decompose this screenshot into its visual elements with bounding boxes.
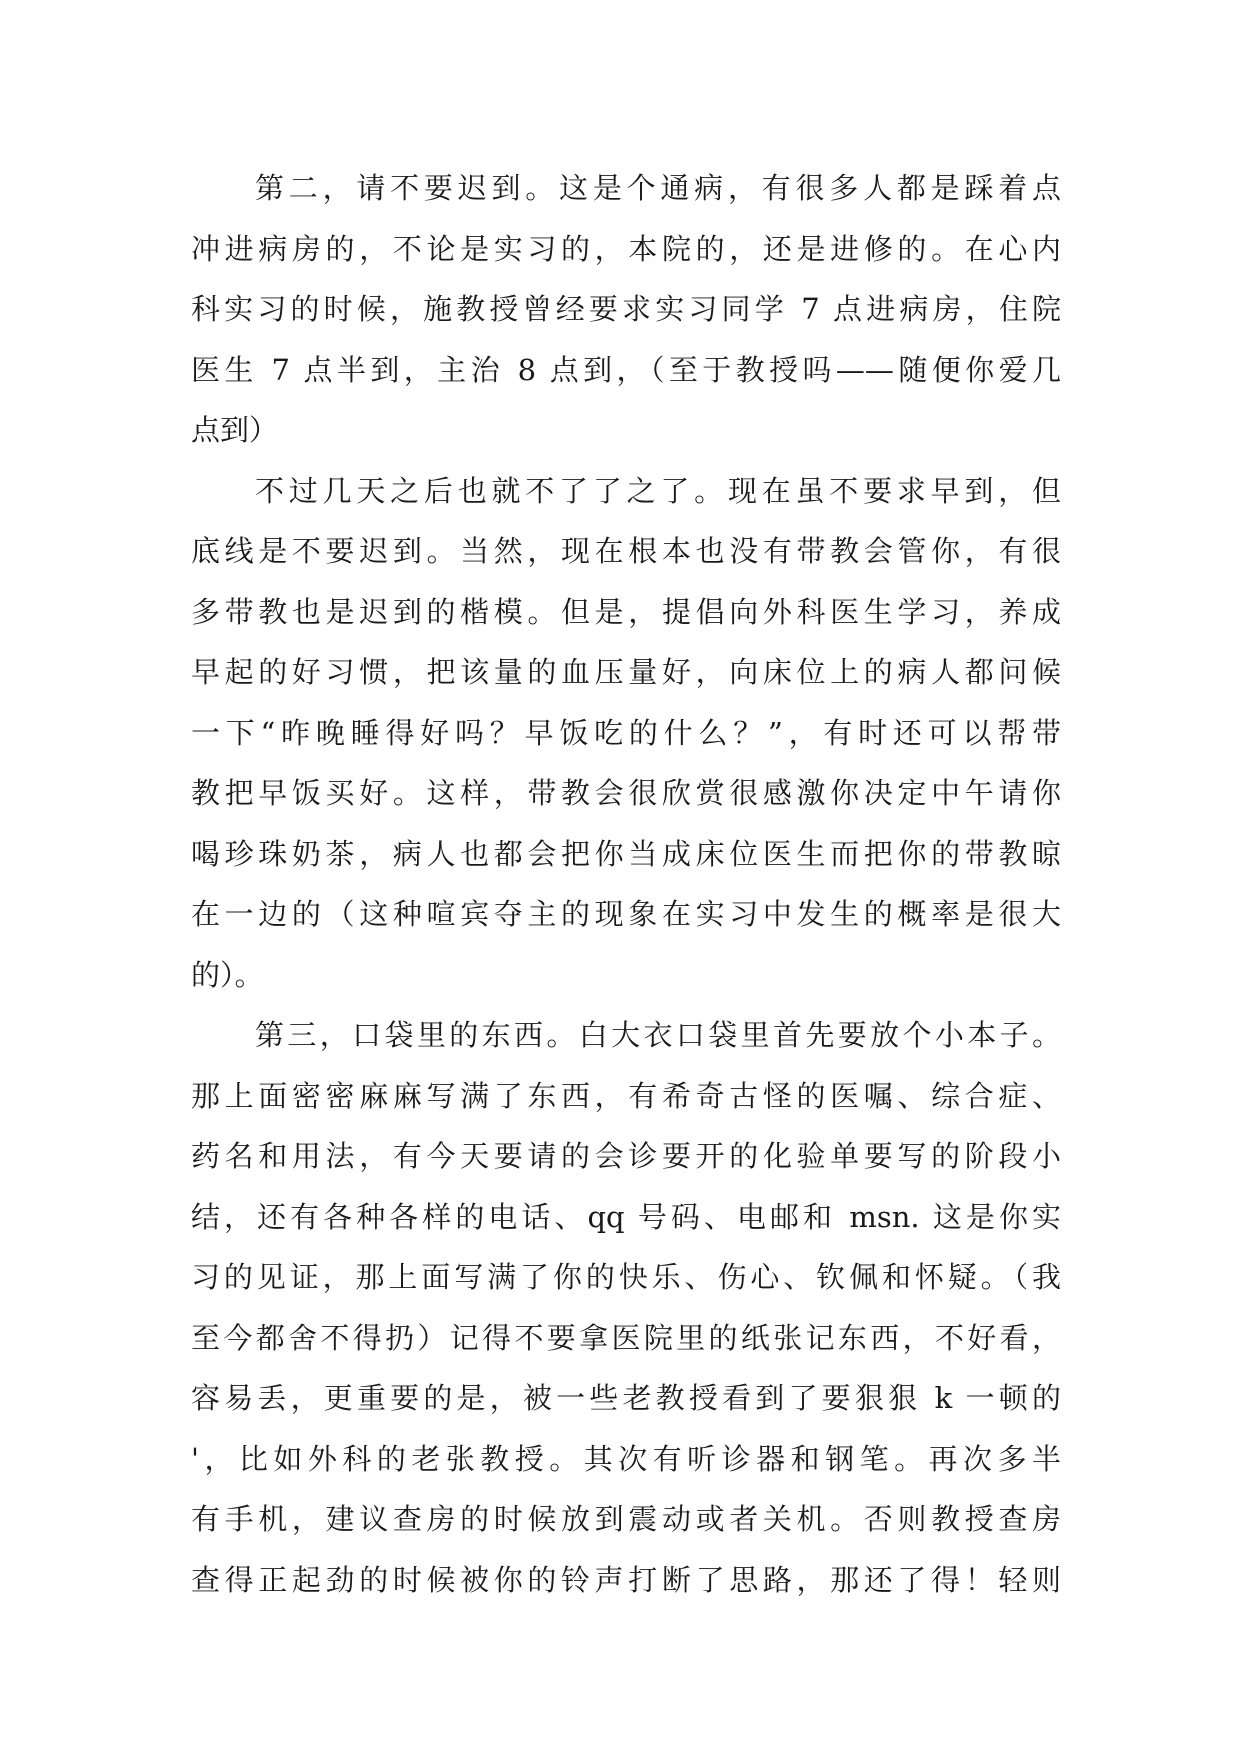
text-line: 的）。 [191, 957, 264, 992]
text-line: 那上面密密麻麻写满了东西，有希奇古怪的医嘱、综合症、 [191, 1078, 1061, 1113]
text-line: 教把早饭买好。这样，带教会很欣赏很感激你决定中午请你 [191, 776, 1061, 810]
text-line: 习的见证，那上面写满了你的快乐、伤心、钦佩和怀疑。（我 [191, 1260, 1061, 1294]
text-line: '，比如外科的老张教授。其次有听诊器和钢笔。再次多半 [191, 1441, 1061, 1476]
text-line: 结，还有各种各样的电话、qq 号码、电邮和 msn. 这是你实 [191, 1199, 1061, 1234]
text-line: 喝珍珠奶茶，病人也都会把你当成床位医生而把你的带教晾 [191, 836, 1061, 871]
text-line: 底线是不要迟到。当然，现在根本也没有带教会管你，有很 [191, 534, 1061, 568]
text-line: 医生 7 点半到，主治 8 点到，（至于教授吗——随便你爱几 [191, 352, 1061, 387]
text-line: 冲进病房的，不论是实习的，本院的，还是进修的。在心内 [191, 231, 1061, 266]
text-line: 在一边的（这种喧宾夺主的现象在实习中发生的概率是很大 [191, 897, 1061, 931]
text-line: 查得正起劲的时候被你的铃声打断了思路，那还了得！轻则 [191, 1562, 1061, 1597]
body-text [191, 158, 1061, 1610]
text-line: 点到） [191, 413, 279, 447]
text-line: 至今都舍不得扔）记得不要拿医院里的纸张记东西，不好看， [191, 1320, 1061, 1355]
text-line: 科实习的时候，施教授曾经要求实习同学 7 点进病房，住院 [191, 292, 1061, 326]
text-line: 不过几天之后也就不了了之了。现在虽不要求早到，但 [255, 473, 1061, 508]
text-line: 有手机，建议查房的时候放到震动或者关机。否则教授查房 [191, 1502, 1061, 1536]
text-line: 早起的好习惯，把该量的血压量好，向床位上的病人都问候 [191, 655, 1061, 689]
text-line: 多带教也是迟到的楷模。但是，提倡向外科医生学习，养成 [191, 594, 1061, 629]
text-line: 第二，请不要迟到。这是个通病，有很多人都是踩着点 [255, 171, 1061, 205]
text-line: 药名和用法，有今天要请的会诊要开的化验单要写的阶段小 [191, 1139, 1061, 1173]
text-line: 容易丢，更重要的是，被一些老教授看到了要狠狠 k 一顿的 [191, 1381, 1061, 1415]
text-line: 第三，口袋里的东西。白大衣口袋里首先要放个小本子。 [255, 1018, 1061, 1052]
text-line: 一下“昨晚睡得好吗？早饭吃的什么？”，有时还可以帮带 [191, 715, 1061, 750]
